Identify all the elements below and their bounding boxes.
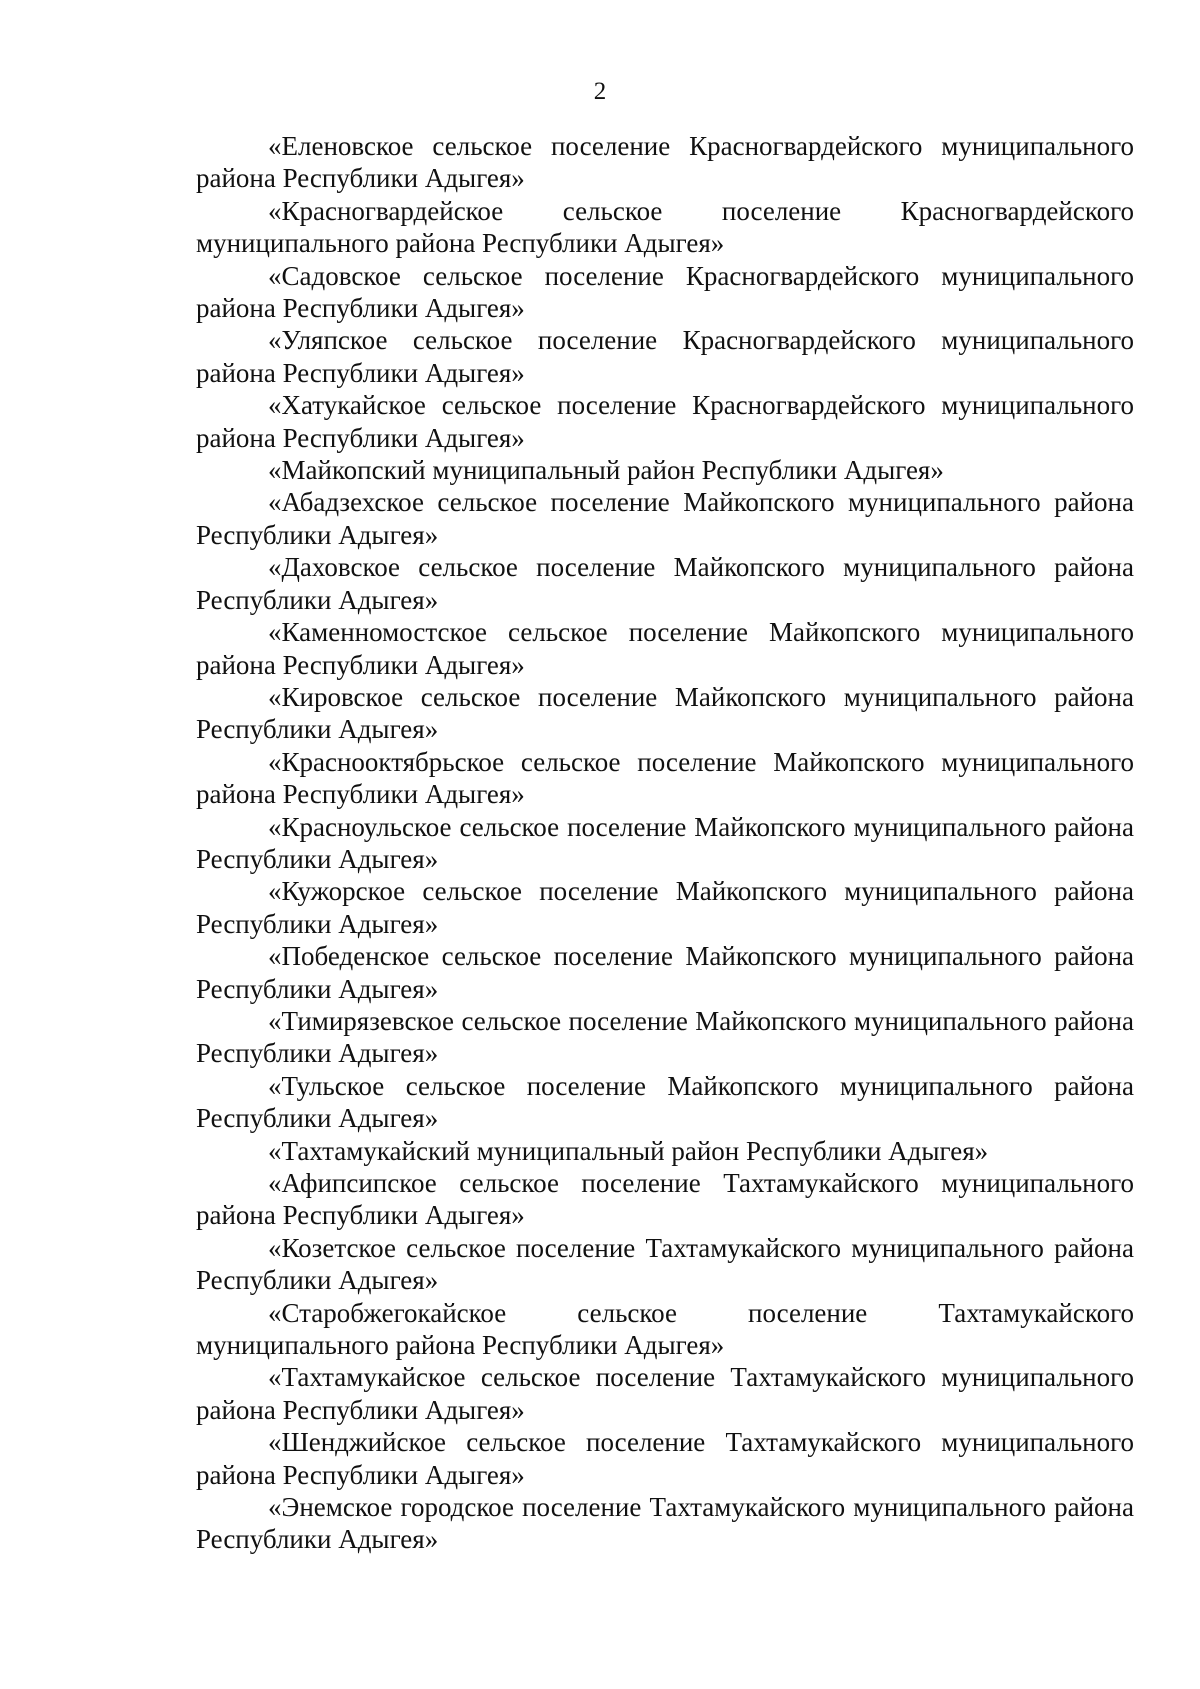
- list-item: «Кужорское сельское поселение Майкопского муниципального района Республики Адыгея»: [196, 876, 1134, 939]
- list-item: «Победенское сельское поселение Майкопского муниципального района Республики Адыгея»: [196, 941, 1134, 1004]
- list-item: «Козетское сельское поселение Тахтамукайского муниципального района Республики Адыгея»: [196, 1232, 1134, 1296]
- list-item: «Афипсипское сельское поселение Тахтамукайского муниципального района Республики Адыгея»: [196, 1168, 1134, 1231]
- list-item: «Красноульское сельское поселение Майкопского муниципального района Республики Адыгея»: [196, 811, 1134, 874]
- list-item: «Еленовское сельское поселение Красногвардейского муниципального района Республики Адыгея»: [196, 131, 1134, 194]
- list-item: «Абадзехское сельское поселение Майкопского муниципального района Республики Адыгея»: [196, 487, 1134, 550]
- list-item: «Тимирязевское сельское поселение Майкопского муниципального района Республики Адыгея»: [196, 1005, 1134, 1069]
- list-item: «Красногвардейское сельское поселение Красногвардейского муниципального района Республики Адыгея»: [196, 195, 1134, 259]
- list-item: «Краснооктябрьское сельское поселение Майкопского муниципального района Республики Адыгея»: [196, 746, 1134, 810]
- list-item: «Тахтамукайский муниципальный район Республики Адыгея»: [268, 1135, 989, 1166]
- list-item: «Майкопский муниципальный район Республики Адыгея»: [268, 455, 944, 486]
- page-number: 2: [593, 78, 607, 105]
- list-item: «Тульское сельское поселение Майкопского муниципального района Республики Адыгея»: [196, 1070, 1134, 1134]
- list-item: «Энемское городское поселение Тахтамукайского муниципального района Республики Адыгея»: [196, 1492, 1134, 1555]
- list-item: «Старобжегокайское сельское поселение Тахтамукайского муниципального района Республики Адыгея»: [196, 1297, 1134, 1361]
- list-item: «Шенджийское сельское поселение Тахтамукайского муниципального района Республики Адыгея»: [196, 1427, 1134, 1490]
- municipality-list: [196, 130, 1134, 1556]
- list-item: «Каменномостское сельское поселение Майкопского муниципального района Республики Адыгея»: [196, 617, 1134, 680]
- list-item: «Садовское сельское поселение Красногвардейского муниципального района Республики Адыгея»: [196, 260, 1134, 324]
- list-item: «Кировское сельское поселение Майкопского муниципального района Республики Адыгея»: [196, 681, 1134, 745]
- list-item: «Хатукайское сельское поселение Красногвардейского муниципального района Республики Адыгея»: [196, 390, 1134, 453]
- list-item: «Уляпское сельское поселение Красногвардейского муниципального района Республики Адыгея»: [196, 325, 1134, 388]
- list-item: «Тахтамукайское сельское поселение Тахтамукайского муниципального района Республики Адыгея»: [196, 1362, 1134, 1425]
- list-item: «Даховское сельское поселение Майкопского муниципального района Республики Адыгея»: [196, 552, 1134, 615]
